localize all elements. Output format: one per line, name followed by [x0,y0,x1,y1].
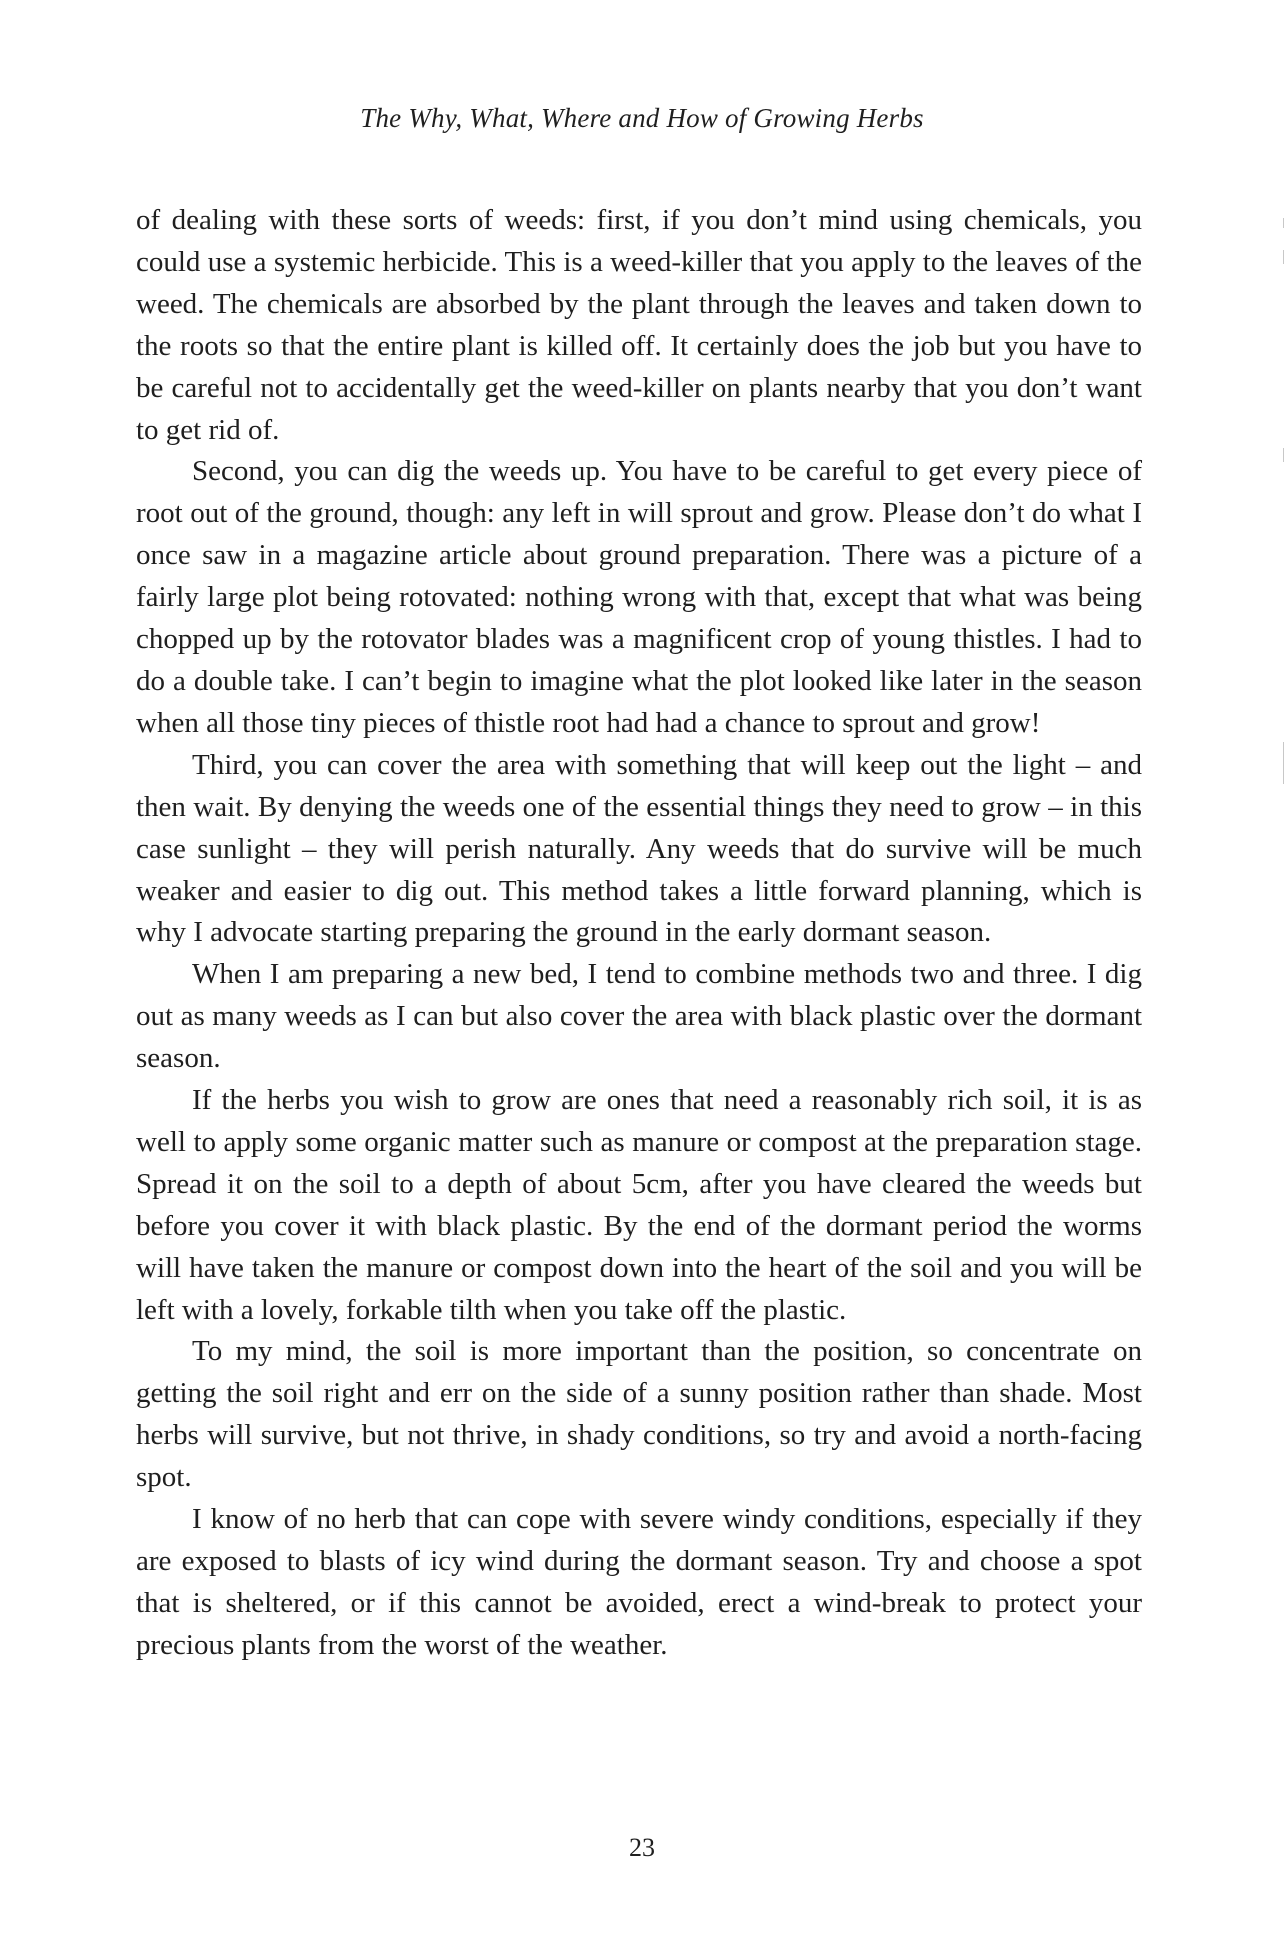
body-text [136,200,1142,1667]
paragraph-3: Third, you can cover the area with something that will keep out the light – and then wait. By denying the weeds one of the essential things they need to grow – in this case sunlight – they will perish naturally. Any weeds that do survive will be much weaker and easier to dig out. This method takes a little forward planning, which is why I advocate starting preparing the ground in the early dormant season. [136,748,1142,949]
paragraph-6: To my mind, the soil is more important than the position, so concentrate on getting the soil right and err on the side of a sunny position rather than shade. Most herbs will survive, but not thrive, in shady conditions, so try and avoid a north-facing spot. [136,1335,1142,1494]
paragraph-1: of dealing with these sorts of weeds: first, if you don’t mind using chemicals, you could use a systemic herbicide. This is a weed-killer that you apply to the leaves of the weed. The chemicals are absorbed by the plant through the leaves and taken down to the roots so that the entire plant is killed off. It certainly does the job but you have to be careful not to accidentally get the weed-killer on plants nearby that you don’t want to get rid of. [136,204,1142,446]
running-head: The Why, What, Where and How of Growing Herbs [360,103,924,133]
paragraph-7: I know of no herb that can cope with severe windy conditions, especially if they are exposed to blasts of icy wind during the dormant season. Try and choose a spot that is sheltered, or if this cannot be avoided, erect a wind-break to protect your precious plants from the worst of the weather. [136,1503,1142,1661]
paragraph-2: Second, you can dig the weeds up. You have to be careful to get every piece of root out of the ground, though: any left in will sprout and grow. Please don’t do what I once saw in a magazine article about ground preparation. There was a picture of a fairly large plot being rotovated: nothing wrong with that, except that what was being chopped up by the rotovator blades was a magnificent crop of young thistles. I had to do a double take. I can’t begin to imagine what the plot looked like later in the season when all those tiny pieces of thistle root had had a chance to sprout and grow! [136,455,1142,739]
paragraph-4: When I am preparing a new bed, I tend to combine methods two and three. I dig out as many weeds as I can but also cover the area with black plastic over the dormant season. [136,958,1142,1075]
page-number: 23 [629,1833,655,1862]
paragraph-5: If the herbs you wish to grow are ones that need a reasonably rich soil, it is as well to apply some organic matter such as manure or compost at the preparation stage. Spread it on the soil to a depth of about 5cm, after you have cleared the weeds but before you cover it with black plastic. By the end of the dormant period the worms will have taken the manure or compost down into the heart of the soil and you will be left with a lovely, forkable tilth when you take off the plastic. [136,1084,1142,1326]
